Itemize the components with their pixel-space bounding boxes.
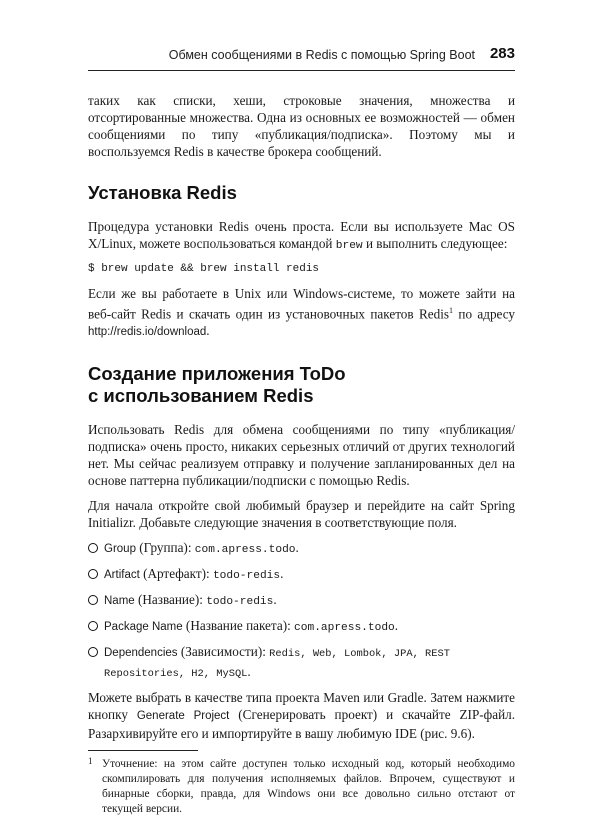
section-heading-install: Установка Redis: [88, 182, 237, 203]
field-translation: (Название пакета):: [182, 618, 295, 634]
field-list: [88, 539, 515, 683]
circle-bullet-icon: [88, 569, 98, 579]
code-block: $ brew update && brew install redis: [88, 263, 320, 275]
install-text-1: Процедура установки Redis очень проста. Если вы используете Mac OS X/Linux, можете воспользоваться командой: [88, 219, 515, 251]
circle-bullet-icon: [88, 543, 98, 553]
field-end: .: [273, 592, 277, 608]
field-translation: (Группа):: [135, 540, 195, 556]
field-translation: (Зависимости):: [177, 644, 270, 660]
circle-bullet-icon: [88, 621, 98, 631]
install-paragraph-1: [88, 218, 515, 255]
field-value: com.apress.todo: [294, 622, 395, 635]
field-end: .: [394, 618, 399, 634]
list-item: [88, 565, 515, 585]
footnote-divider: [88, 750, 198, 751]
field-value: Redis, Web, Lombok, JPA, REST Repositories, H2, MySQL: [104, 648, 450, 681]
field-translation: (Артефакт):: [139, 566, 213, 582]
field-end: .: [295, 540, 299, 556]
brew-command: brew: [335, 240, 363, 252]
page-content: [88, 92, 515, 817]
install-text-4: по адресу: [453, 306, 516, 322]
intro-paragraph: таких как списки, хеши, строковые значения, множества и отсортированные множества. Одна из основных ее возможностей — обмен сообщениями по типу «публикация/подписка». Поэтому мы и воспользуемся Redis в качестве брокера сообщений.: [88, 93, 515, 159]
list-item: [88, 617, 515, 637]
todo-paragraph-3: [88, 689, 515, 742]
field-translation: (Название):: [134, 592, 207, 608]
field-value: todo-redis: [206, 596, 274, 609]
field-value: todo-redis: [212, 570, 281, 583]
section-heading-todo: [88, 363, 515, 407]
install-text-5: .: [206, 323, 210, 339]
list-item: [88, 539, 515, 559]
running-header: [88, 44, 515, 71]
section-heading-todo-line2: с использованием Redis: [88, 385, 314, 407]
field-label: Artifact: [104, 569, 140, 582]
field-label: Name: [104, 595, 135, 608]
install-text-2: и выполнить следующее:: [362, 236, 508, 251]
field-end: .: [280, 566, 284, 582]
redis-download-link[interactable]: http://redis.io/download: [88, 326, 207, 339]
field-label: Group: [104, 543, 136, 556]
todo-text-1: Можете выбрать в качестве типа проекта Maven или Gradle. Затем нажмите кнопку: [88, 690, 515, 723]
circle-bullet-icon: [88, 647, 98, 657]
generate-project-button-label: Generate Project: [136, 710, 230, 723]
section-heading-todo-line1: Создание приложения ToDo: [88, 363, 346, 385]
field-label: Package Name: [104, 621, 183, 634]
field-label: Dependencies: [104, 647, 178, 660]
field-value: com.apress.todo: [194, 544, 296, 557]
install-paragraph-2: [88, 285, 515, 341]
footnote-text: Уточнение: на этом сайте доступен только исходный код, который необходимо скомпилировать для получения исполняемых файлов. Впрочем, существуют и бинарные сборки, правда, для Windows они все довольно сильно отстают от текущей версии.: [102, 758, 515, 816]
list-item: [88, 643, 515, 683]
todo-paragraph-1: Использовать Redis для обмена сообщениями по типу «публикация/подписка» очень просто, никаких серьезных отличий от других технологий нет. Мы сейчас реализуем отправку и получение запланированных дел на основе паттерна публикации/подписки с помощью Redis.: [88, 422, 515, 489]
install-text-3: Если же вы работаете в Unix или Windows-системе, то можете зайти на веб-сайт Redis и скачать один из установочных пакетов Redis: [88, 286, 515, 322]
page-number: 283: [489, 45, 515, 62]
footnote-mark: 1: [88, 756, 93, 767]
footnote-reference[interactable]: 1: [449, 306, 454, 315]
field-end: .: [247, 664, 251, 680]
circle-bullet-icon: [88, 595, 98, 605]
footnote: [88, 757, 515, 817]
todo-paragraph-2: Для начала откройте свой любимый браузер и перейдите на сайт Spring Initializr. Добавьте следующие значения в соответствующие поля.: [88, 498, 515, 531]
todo-text-2: (Сгенерировать проект) и скачайте ZIP-файл. Разархивируйте его и импортируйте в вашу любимую IDE (рис. 9.6).: [88, 707, 516, 742]
list-item: [88, 591, 515, 611]
header-title: Обмен сообщениями в Redis с помощью Spring Boot: [168, 48, 475, 62]
